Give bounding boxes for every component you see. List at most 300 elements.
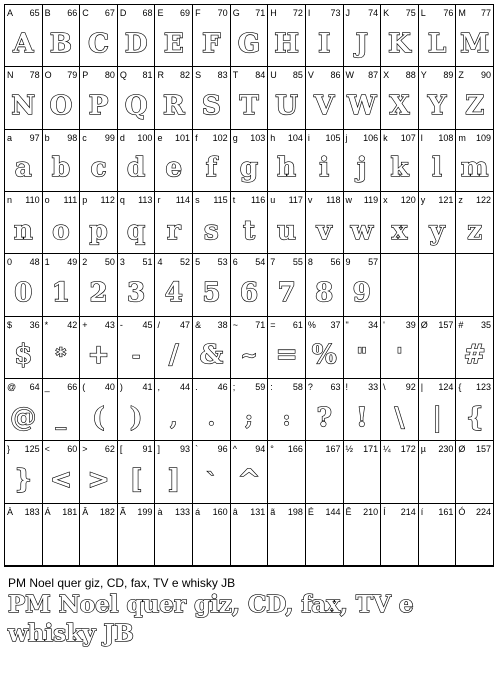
glyph-code: 102 <box>212 132 228 143</box>
glyph-char: M <box>458 8 466 18</box>
glyph-cell <box>118 504 156 566</box>
glyph-code: 78 <box>29 70 40 81</box>
glyph-cell <box>456 254 494 316</box>
glyph-cell-label <box>270 320 303 330</box>
glyph-sample <box>381 459 418 500</box>
glyph-sample: ) <box>129 402 143 433</box>
glyph-sample: 6 <box>239 277 259 308</box>
glyph-code: 112 <box>100 194 115 205</box>
glyph-sample: \ <box>394 402 405 433</box>
glyph-cell <box>306 254 344 316</box>
glyph-cell <box>231 379 269 441</box>
glyph-cell-label <box>383 320 416 330</box>
glyph-sample: X <box>389 90 410 121</box>
glyph-char: f <box>195 132 198 143</box>
glyph-cell <box>43 254 81 316</box>
glyph-cell-label <box>346 70 379 80</box>
glyph-code: 46 <box>217 381 228 392</box>
glyph-cell <box>268 441 306 503</box>
glyph-sample: l <box>432 153 443 184</box>
glyph-cell <box>155 130 193 192</box>
glyph-code: 121 <box>438 194 454 205</box>
glyph-char: 2 <box>82 257 88 268</box>
glyph-cell-label <box>120 8 153 18</box>
glyph-code: 103 <box>250 132 266 143</box>
glyph-char: Ø <box>420 319 428 330</box>
glyph-code: 125 <box>24 444 40 455</box>
glyph-char: S <box>195 70 202 81</box>
glyph-cell <box>344 317 382 379</box>
glyph-code: 114 <box>175 194 191 205</box>
glyph-code: 161 <box>438 506 454 517</box>
glyph-sample: ( <box>92 402 105 433</box>
glyph-char: ° <box>270 444 274 455</box>
glyph-sample: L <box>427 28 447 59</box>
glyph-sample: ^ <box>238 464 260 495</box>
glyph-code: 104 <box>287 132 303 143</box>
glyph-sample: | <box>432 402 442 433</box>
glyph-char: } <box>7 444 11 455</box>
glyph-cell-label <box>421 8 454 18</box>
glyph-code: 75 <box>405 8 416 18</box>
glyph-cell <box>118 192 156 254</box>
glyph-char: 1 <box>44 257 50 268</box>
glyph-char: J <box>345 8 351 18</box>
glyph-char: 3 <box>119 257 125 268</box>
glyph-cell <box>43 130 81 192</box>
glyph-sample: h <box>277 153 297 184</box>
glyph-cell <box>419 130 457 192</box>
glyph-sample <box>456 522 493 563</box>
glyph-code: 57 <box>368 257 379 268</box>
glyph-cell <box>344 5 382 67</box>
glyph-sample <box>381 272 418 313</box>
glyph-code: 157 <box>438 319 454 330</box>
glyph-cell-label <box>346 195 379 205</box>
glyph-sample: # <box>463 340 486 371</box>
glyph-sample <box>381 522 418 563</box>
glyph-char: O <box>44 70 52 81</box>
glyph-cell-label <box>308 257 341 267</box>
glyph-cell <box>381 5 419 67</box>
glyph-cell <box>419 67 457 129</box>
glyph-cell <box>419 5 457 67</box>
glyph-code: 166 <box>287 444 303 455</box>
glyph-code: 77 <box>480 8 491 18</box>
sample-label: PM Noel quer giz, CD, fax, TV e whisky JB <box>8 576 236 590</box>
glyph-cell <box>344 504 382 566</box>
glyph-cell <box>419 192 457 254</box>
glyph-sample: j <box>357 153 367 184</box>
glyph-cell-label <box>7 70 40 80</box>
glyph-char: T <box>232 70 239 81</box>
glyph-cell <box>268 254 306 316</box>
glyph-code: 122 <box>475 194 491 205</box>
glyph-cell-label <box>82 133 115 143</box>
glyph-char: \ <box>383 381 386 392</box>
glyph-cell-label <box>7 8 40 18</box>
glyph-char: 4 <box>157 257 163 268</box>
glyph-char: v <box>307 194 313 205</box>
glyph-char: , <box>157 381 160 392</box>
glyph-cell-label <box>458 8 491 18</box>
glyph-cell-label <box>458 133 491 143</box>
glyph-char: y <box>420 194 426 205</box>
glyph-sample: ' <box>396 343 403 368</box>
glyph-char: Á <box>44 506 51 517</box>
glyph-cell-label <box>421 320 454 330</box>
glyph-cell <box>231 441 269 503</box>
glyph-code: 167 <box>325 444 341 455</box>
glyph-code: 45 <box>142 319 153 330</box>
glyph-code: 90 <box>480 70 491 81</box>
glyph-char: Í <box>383 506 386 517</box>
glyph-cell <box>381 379 419 441</box>
glyph-char: h <box>270 132 276 143</box>
glyph-cell <box>155 67 193 129</box>
glyph-cell <box>456 317 494 379</box>
glyph-code: 160 <box>212 506 228 517</box>
glyph-sample <box>344 459 381 500</box>
glyph-sample: _ <box>55 405 66 430</box>
glyph-sample: & <box>199 340 224 371</box>
glyph-code: 73 <box>330 8 341 18</box>
glyph-char: G <box>232 8 240 18</box>
glyph-cell <box>5 67 43 129</box>
glyph-cell <box>5 504 43 566</box>
glyph-cell <box>268 566 306 567</box>
glyph-sample <box>268 522 305 563</box>
glyph-code: 86 <box>330 70 341 81</box>
glyph-sample: 2 <box>89 277 108 308</box>
glyph-cell <box>306 192 344 254</box>
glyph-cell <box>419 317 457 379</box>
glyph-sample: I <box>318 28 331 59</box>
glyph-cell <box>381 504 419 566</box>
glyph-cell <box>306 5 344 67</box>
glyph-cell-label <box>421 444 454 454</box>
glyph-code: 69 <box>180 8 191 18</box>
glyph-code: 58 <box>292 381 303 392</box>
glyph-cell <box>5 379 43 441</box>
glyph-sample: { <box>466 402 484 433</box>
glyph-char: i <box>307 132 310 143</box>
glyph-cell-label <box>157 257 190 267</box>
glyph-sample: ] <box>167 464 180 495</box>
glyph-cell <box>80 566 118 567</box>
sample-text: PM Noel quer giz, CD, fax, TV e whisky JB <box>8 591 414 647</box>
glyph-char: ~ <box>232 319 238 330</box>
glyph-char: ^ <box>232 444 237 455</box>
glyph-cell <box>193 67 231 129</box>
glyph-char: n <box>7 194 13 205</box>
glyph-char: F <box>195 8 201 18</box>
glyph-char: W <box>345 70 355 81</box>
glyph-code: 33 <box>368 381 379 392</box>
glyph-char: Y <box>420 70 427 81</box>
glyph-code: 99 <box>104 132 115 143</box>
glyph-char: Ó <box>458 506 466 517</box>
glyph-cell-label <box>195 133 228 143</box>
glyph-cell-label <box>308 8 341 18</box>
glyph-code: 100 <box>137 132 153 143</box>
glyph-cell <box>80 192 118 254</box>
glyph-cell-label <box>233 8 266 18</box>
glyph-cell-label <box>82 257 115 267</box>
glyph-sample: J <box>355 28 368 59</box>
glyph-char: C <box>82 8 89 18</box>
glyph-char: e <box>157 132 163 143</box>
glyph-code: 101 <box>175 132 191 143</box>
glyph-cell-label <box>45 444 78 454</box>
glyph-cell-label <box>7 382 40 392</box>
glyph-code: 89 <box>443 70 454 81</box>
glyph-cell-label <box>383 70 416 80</box>
glyph-code: 80 <box>104 70 115 81</box>
glyph-sample: 9 <box>352 277 371 308</box>
glyph-char: á <box>195 506 201 517</box>
glyph-cell <box>456 5 494 67</box>
glyph-char: R <box>157 70 164 81</box>
glyph-cell <box>193 317 231 379</box>
glyph-cell <box>193 254 231 316</box>
glyph-char: k <box>383 132 388 143</box>
glyph-cell-label <box>7 507 40 517</box>
glyph-code: 210 <box>363 506 379 517</box>
glyph-cell <box>456 192 494 254</box>
glyph-code: 74 <box>368 8 379 18</box>
glyph-cell-label <box>157 133 190 143</box>
glyph-cell <box>193 192 231 254</box>
glyph-sample: u <box>277 215 297 246</box>
glyph-cell <box>118 441 156 503</box>
glyph-char: E <box>157 8 164 18</box>
glyph-char: a <box>7 132 13 143</box>
glyph-cell <box>381 67 419 129</box>
glyph-code: 107 <box>400 132 416 143</box>
glyph-char: ã <box>270 506 276 517</box>
glyph-char: ; <box>232 381 236 392</box>
glyph-sample: = <box>275 340 298 371</box>
glyph-sample: e <box>165 153 183 184</box>
glyph-code: 47 <box>180 319 191 330</box>
glyph-cell <box>381 317 419 379</box>
glyph-cell-label <box>270 444 303 454</box>
glyph-code: 85 <box>292 70 303 81</box>
glyph-cell <box>231 317 269 379</box>
glyph-cell-label <box>346 444 379 454</box>
glyph-code: 87 <box>368 70 379 81</box>
glyph-sample: p <box>89 215 108 246</box>
glyph-code: 52 <box>180 257 191 268</box>
glyph-sample: ? <box>316 402 332 433</box>
glyph-code: 42 <box>67 319 78 330</box>
glyph-cell <box>231 130 269 192</box>
glyph-char: B <box>44 8 51 18</box>
glyph-cell-label <box>157 382 190 392</box>
glyph-cell <box>456 130 494 192</box>
glyph-sample <box>306 522 343 563</box>
glyph-sample: } <box>14 464 32 495</box>
glyph-cell <box>118 254 156 316</box>
glyph-cell <box>118 317 156 379</box>
glyph-cell-label <box>120 257 153 267</box>
glyph-cell <box>268 317 306 379</box>
glyph-cell <box>5 317 43 379</box>
glyph-sample: i <box>319 153 330 184</box>
glyph-code: 39 <box>405 319 416 330</box>
glyph-code: 97 <box>29 132 40 143</box>
glyph-cell-label <box>82 195 115 205</box>
glyph-sample: s <box>204 215 219 246</box>
glyph-char: w <box>345 194 353 205</box>
glyph-char: L <box>420 8 426 18</box>
glyph-code: 81 <box>142 70 153 81</box>
glyph-cell <box>43 379 81 441</box>
glyph-code: 64 <box>29 381 40 392</box>
glyph-cell <box>5 5 43 67</box>
glyph-cell <box>268 5 306 67</box>
glyph-cell <box>80 5 118 67</box>
glyph-sample: z <box>467 215 483 246</box>
glyph-cell <box>344 192 382 254</box>
glyph-code: 44 <box>180 381 191 392</box>
glyph-char: X <box>383 70 390 81</box>
glyph-cell-label <box>7 195 40 205</box>
glyph-cell <box>80 130 118 192</box>
glyph-code: 56 <box>330 257 341 268</box>
glyph-char: [ <box>119 444 123 455</box>
glyph-cell-label <box>120 382 153 392</box>
glyph-cell <box>231 504 269 566</box>
glyph-char: 5 <box>195 257 201 268</box>
glyph-cell <box>456 566 494 567</box>
glyph-sample: R <box>162 90 185 121</box>
glyph-cell-label <box>195 444 228 454</box>
glyph-char: / <box>157 319 160 330</box>
glyph-cell <box>344 566 382 567</box>
glyph-cell-label <box>195 8 228 18</box>
glyph-char: c <box>82 132 87 143</box>
glyph-code: 144 <box>325 506 341 517</box>
glyph-sample: O <box>49 90 73 121</box>
glyph-char: - <box>119 319 123 330</box>
glyph-sample: N <box>11 90 36 121</box>
glyph-sample: Q <box>124 90 148 121</box>
glyph-code: 62 <box>104 444 115 455</box>
glyph-sample: * <box>55 343 67 368</box>
glyph-cell-label <box>7 444 40 454</box>
glyph-sample: 0 <box>14 277 33 308</box>
glyph-cell-label <box>346 133 379 143</box>
glyph-char: Ø <box>458 444 466 455</box>
glyph-cell-label <box>157 444 190 454</box>
glyph-cell <box>381 192 419 254</box>
glyph-cell-label <box>233 320 266 330</box>
glyph-cell <box>268 379 306 441</box>
glyph-char: & <box>195 319 202 330</box>
glyph-sample <box>5 522 42 563</box>
glyph-char: l <box>420 132 423 143</box>
glyph-char: À <box>7 506 14 517</box>
glyph-cell-label <box>45 257 78 267</box>
glyph-sample: q <box>127 215 146 246</box>
glyph-cell-label <box>421 195 454 205</box>
glyph-cell-label <box>458 444 491 454</box>
glyph-cell <box>344 130 382 192</box>
glyph-cell <box>43 67 81 129</box>
glyph-cell <box>155 566 193 567</box>
glyph-sample: 8 <box>315 277 334 308</box>
glyph-code: 68 <box>142 8 153 18</box>
glyph-cell <box>193 130 231 192</box>
glyph-cell <box>419 254 457 316</box>
glyph-sample: 4 <box>164 277 183 308</box>
glyph-cell-label <box>45 8 78 18</box>
glyph-code: 108 <box>438 132 454 143</box>
glyph-cell <box>456 379 494 441</box>
glyph-code: 172 <box>400 444 416 455</box>
glyph-char: = <box>270 319 276 330</box>
glyph-char: à <box>157 506 163 517</box>
glyph-code: 37 <box>330 319 341 330</box>
glyph-cell-label <box>195 257 228 267</box>
glyph-char: . <box>195 381 198 392</box>
glyph-cell-label <box>383 133 416 143</box>
glyph-cell-label <box>458 382 491 392</box>
glyph-cell <box>155 192 193 254</box>
glyph-char: A <box>7 8 14 18</box>
glyph-cell-label <box>157 195 190 205</box>
glyph-cell-label <box>421 70 454 80</box>
glyph-cell-label <box>195 320 228 330</box>
glyph-cell-label <box>346 320 379 330</box>
glyph-char: 6 <box>232 257 238 268</box>
glyph-sample: A <box>13 28 34 59</box>
glyph-cell <box>419 504 457 566</box>
glyph-sample: ! <box>356 402 368 433</box>
glyph-cell-label <box>7 257 40 267</box>
glyph-char: < <box>44 444 50 455</box>
glyph-cell-label <box>195 195 228 205</box>
glyph-cell <box>306 379 344 441</box>
glyph-code: 182 <box>99 506 115 517</box>
glyph-cell-label <box>233 133 266 143</box>
glyph-cell-label <box>383 507 416 517</box>
glyph-cell <box>231 254 269 316</box>
glyph-cell-label <box>346 507 379 517</box>
glyph-char: m <box>458 132 466 143</box>
glyph-cell <box>231 67 269 129</box>
glyph-code: 123 <box>475 381 491 392</box>
glyph-cell <box>268 504 306 566</box>
glyph-cell <box>118 130 156 192</box>
glyph-code: 118 <box>326 194 341 205</box>
glyph-sample <box>419 522 456 563</box>
glyph-sample: " <box>356 343 368 368</box>
glyph-char: { <box>458 381 462 392</box>
glyph-cell <box>306 504 344 566</box>
glyph-sample: D <box>124 28 148 59</box>
glyph-cell <box>155 317 193 379</box>
glyph-cell-label <box>82 507 115 517</box>
glyph-code: 38 <box>217 319 228 330</box>
glyph-cell-label <box>308 382 341 392</box>
glyph-cell <box>193 504 231 566</box>
glyph-cell <box>80 317 118 379</box>
glyph-char: 7 <box>270 257 276 268</box>
glyph-char: â <box>232 506 238 517</box>
